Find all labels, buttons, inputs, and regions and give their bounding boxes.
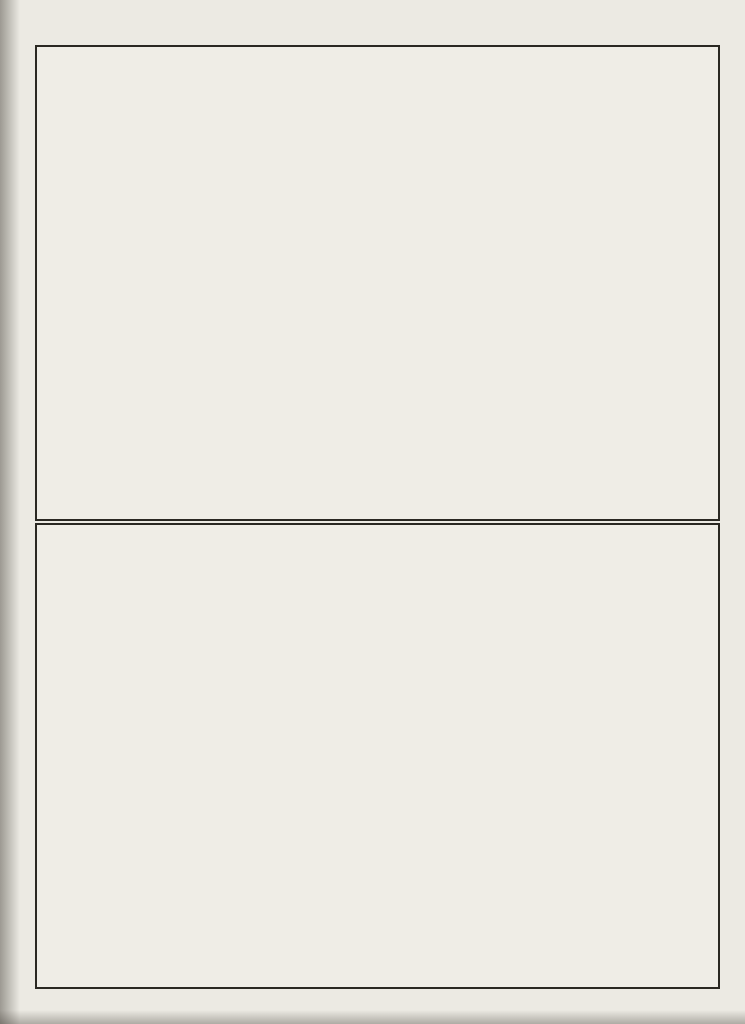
roster-table-top (35, 45, 720, 521)
roster-table-bottom (35, 523, 720, 989)
